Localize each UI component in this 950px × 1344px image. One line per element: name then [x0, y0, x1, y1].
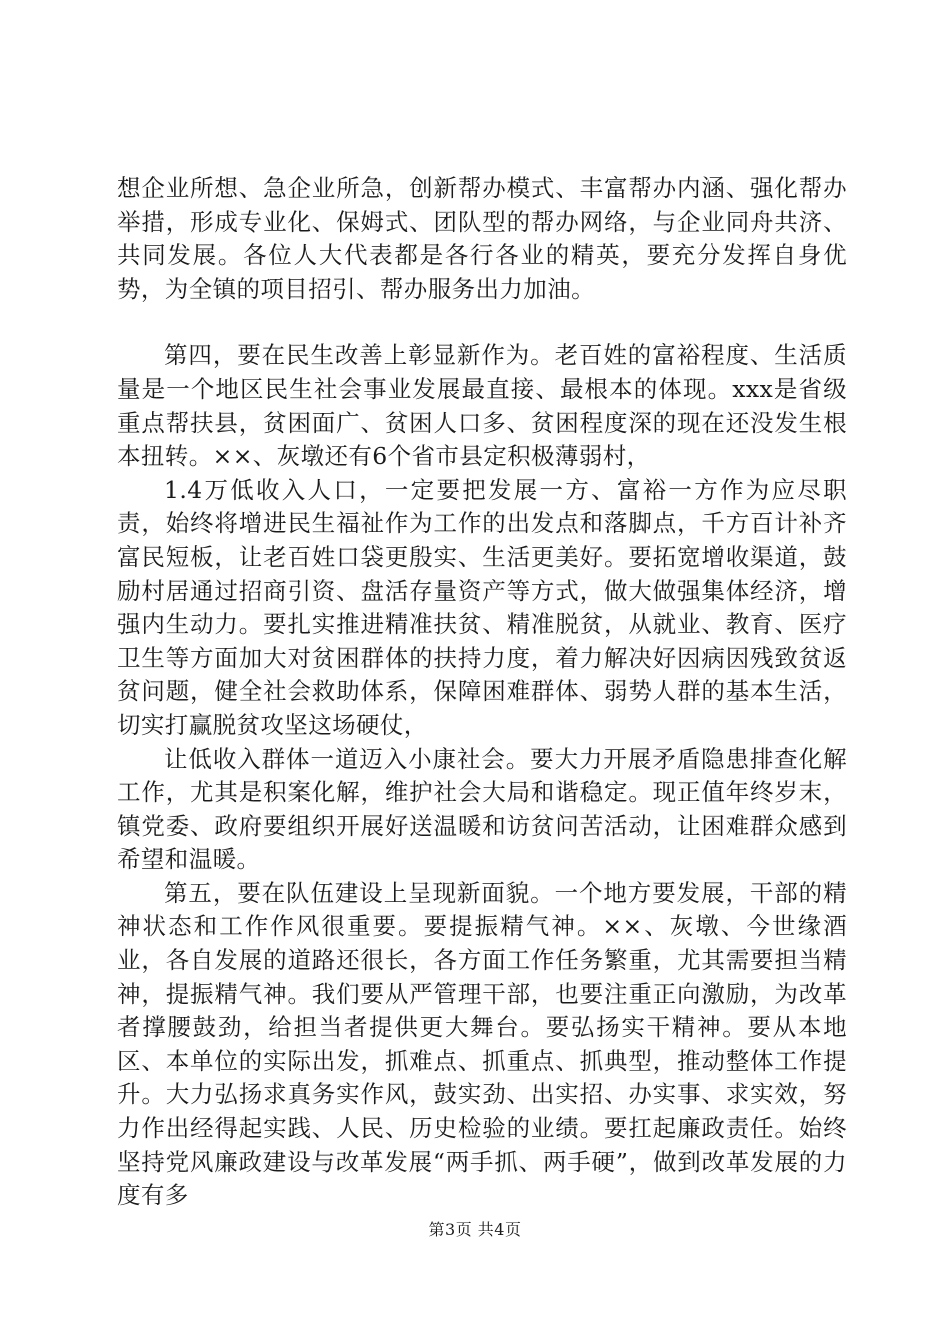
- paragraph-section-four: 第四，要在民生改善上彰显新作为。老百姓的富裕程度、生活质量是一个地区民生社会事业发展最直接、最根本的体现。xxx是省级重点帮扶县，贫困面广、贫困人口多、贫困程度深的现在还没发生根本扭转。××、灰墩还有6个省市县定积极薄弱村，: [117, 341, 847, 471]
- paragraph-xiaokang: 让低收入群体一道迈入小康社会。要大力开展矛盾隐患排查化解工作，尤其是积案化解，维护社会大局和谐稳定。现正值年终岁末，镇党委、政府要组织开展好送温暖和访贫问苦活动，让困难群众感到希望和温暖。: [117, 744, 847, 874]
- document-body: [117, 172, 847, 1213]
- paragraph-gap: [117, 306, 847, 339]
- paragraph-low-income: 1.4万低收入人口，一定要把发展一方、富裕一方作为应尽职责，始终将增进民生福祉作为工作的出发点和落脚点，千方百计补齐富民短板，让老百姓口袋更殷实、生活更美好。要拓宽增收渠道，鼓励村居通过招商引资、盘活存量资产等方式，做大做强集体经济，增强内生动力。要扎实推进精准扶贫、精准脱贫，从就业、教育、医疗卫生等方面加大对贫困群体的扶持力度，着力解决好因病因残致贫返贫问题，健全社会救助体系，保障困难群体、弱势人群的基本生活，切实打赢脱贫攻坚这场硬仗，: [117, 475, 847, 739]
- paragraph-section-five: 第五，要在队伍建设上呈现新面貌。一个地方要发展，干部的精神状态和工作作风很重要。要提振精气神。××、灰墩、今世缘酒业，各自发展的道路还很长，各方面工作任务繁重，尤其需要担当精神，提振精气神。我们要从严管理干部，也要注重正向激励，为改革者撑腰鼓劲，给担当者提供更大舞台。要弘扬实干精神。要从本地区、本单位的实际出发，抓难点、抓重点、抓典型，推动整体工作提升。大力弘扬求真务实作风，鼓实劲、出实招、办实事、求实效，努力作出经得起实践、人民、历史检验的业绩。要扛起廉政责任。始终坚持党风廉政建设与改革发展“两手抓、两手硬”，做到改革发展的力度有多: [117, 878, 847, 1210]
- paragraph-continuation: 想企业所想、急企业所急，创新帮办模式、丰富帮办内涵、强化帮办举措，形成专业化、保姆式、团队型的帮办网络，与企业同舟共济、共同发展。各位人大代表都是各行各业的精英，要充分发挥自身优势，为全镇的项目招引、帮办服务出力加油。: [117, 174, 847, 303]
- page-number-footer: 第3页 共4页: [428, 1220, 522, 1239]
